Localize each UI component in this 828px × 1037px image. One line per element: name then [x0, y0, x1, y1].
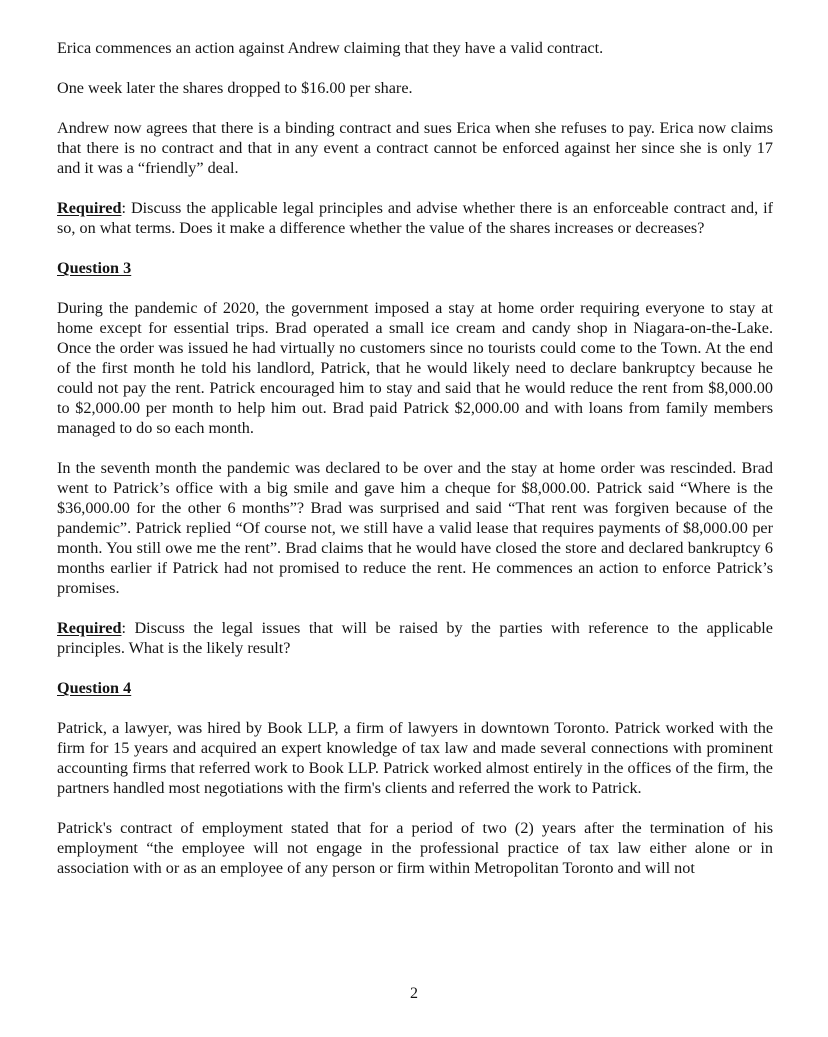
paragraph-q3-pandemic: During the pandemic of 2020, the government imposed a stay at home order requiring everyone to stay at home except for essential trips. Brad operated a small ice cream and candy shop in Niagara-on-the-Lake. Once the order was issued he had virtually no customers since no tourists could come to the Town. At the end of the first month he told his landlord, Patrick, that he would likely need to declare bankruptcy because he could not pay the rent. Patrick encouraged him to stay and said that he would reduce the rent from $8,000.00 to $2,000.00 per month to help him out. Brad paid Patrick $2,000.00 and with loans from family members managed to do so each month. [57, 299, 773, 437]
required-label: Required [57, 199, 122, 217]
document-page [57, 38, 773, 878]
paragraph-shares-dropped: One week later the shares dropped to $16.00 per share. [57, 79, 413, 97]
paragraph-andrew-sues: Andrew now agrees that there is a binding contract and sues Erica when she refuses to pay. Erica now claims that there is no contract and that in any event a contract cannot be enforced against her since she is only 17 and it was a “friendly” deal. [57, 119, 773, 177]
page-number: 2 [410, 985, 418, 1002]
paragraph-q2-required [57, 198, 773, 238]
paragraph-q3-required [57, 618, 773, 658]
required-label: Required [57, 619, 122, 637]
paragraph-q3-seventh-month: In the seventh month the pandemic was declared to be over and the stay at home order was rescinded. Brad went to Patrick’s office with a big smile and gave him a cheque for $8,000.00. Patrick said “Where is the $36,000.00 for the other 6 months”? Brad was surprised and said “That rent was forgiven because of the pandemic”. Patrick replied “Of course not, we still have a valid lease that requires payments of $8,000.00 per month. You still owe me the rent”. Brad claims that he would have closed the store and declared bankruptcy 6 months earlier if Patrick had not promised to reduce the rent. He commences an action to enforce Patrick’s promises. [57, 459, 773, 597]
paragraph-erica-action: Erica commences an action against Andrew claiming that they have a valid contract. [57, 39, 604, 57]
required-text: : Discuss the applicable legal principles and advise whether there is an enforceable contract and, if so, on what terms. Does it make a difference whether the value of the shares increases or decreases? [57, 199, 773, 237]
paragraph-q4-patrick-lawyer: Patrick, a lawyer, was hired by Book LLP, a firm of lawyers in downtown Toronto. Patrick worked with the firm for 15 years and acquired an expert knowledge of tax law and made several connections with prominent accounting firms that referred work to Book LLP. Patrick worked almost entirely in the offices of the firm, the partners handled most negotiations with the firm's clients and referred the work to Patrick. [57, 719, 773, 797]
required-text: : Discuss the legal issues that will be raised by the parties with reference to the applicable principles. What is the likely result? [57, 619, 773, 657]
heading-question-3: Question 3 [57, 259, 132, 277]
paragraph-q4-employment-contract: Patrick's contract of employment stated that for a period of two (2) years after the termination of his employment “the employee will not engage in the professional practice of tax law either alone or in association with or as an employee of any person or firm within Metropolitan Toronto and will not [57, 819, 773, 877]
heading-question-4: Question 4 [57, 679, 132, 697]
